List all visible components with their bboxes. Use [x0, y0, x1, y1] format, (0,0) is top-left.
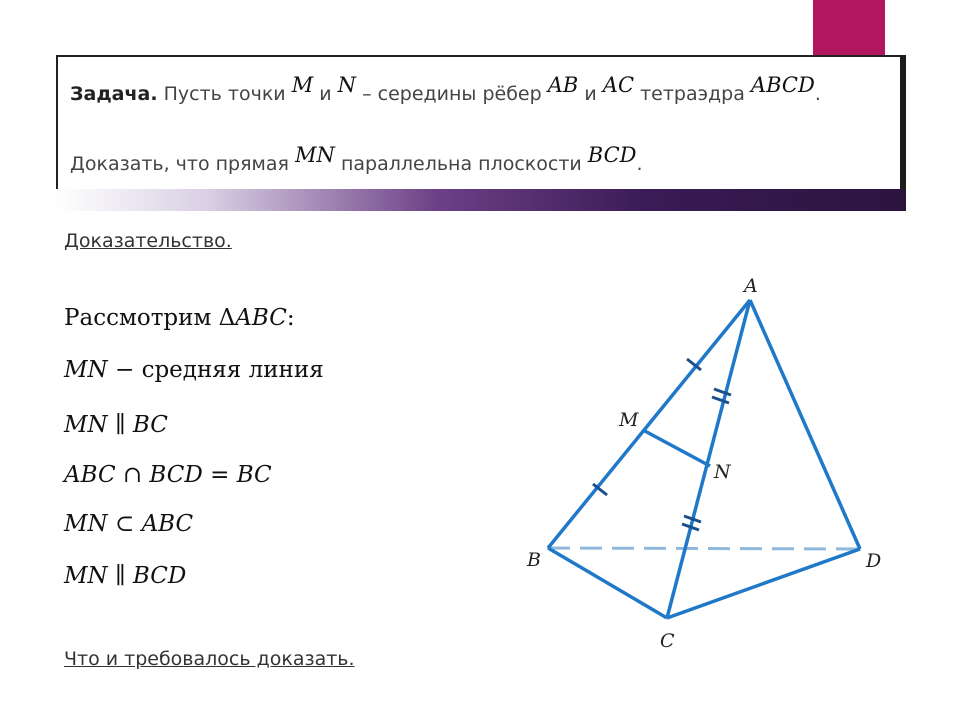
vertex-label-a: A: [744, 275, 758, 297]
vertex-label-d: D: [866, 550, 882, 572]
task-text: – середины рёбер: [362, 83, 542, 105]
midline-mn: [643, 430, 710, 466]
edge-ab: AB: [547, 73, 579, 97]
midline-mn: MN: [64, 357, 108, 383]
step-text: Рассмотрим Δ: [64, 305, 236, 331]
task-line-1: [70, 73, 821, 105]
proof-step-1: [64, 305, 295, 331]
task-text: .: [636, 153, 643, 175]
point-n: N: [337, 73, 357, 97]
line-mn: MN: [295, 143, 335, 167]
edge-ab: [548, 300, 750, 548]
proof-heading: Доказательство.: [64, 230, 232, 252]
proof-conclusion: Что и требовалось доказать.: [64, 648, 355, 670]
task-text: и: [584, 83, 597, 105]
proof-step-5: MN ⊂ ABC: [64, 511, 194, 537]
proof-step-4: ABC ∩ BCD = BC: [64, 462, 272, 488]
vertex-label-c: C: [660, 630, 675, 652]
step-text: − средняя линия: [107, 357, 324, 383]
task-text: параллельна плоскости: [340, 153, 582, 175]
accent-tab: [813, 0, 885, 56]
tetrahedron-abcd: ABCD: [750, 73, 815, 97]
task-box: [56, 55, 904, 189]
tetrahedron-figure: [500, 260, 900, 660]
task-text: и: [319, 83, 332, 105]
plane-bcd: BCD: [587, 143, 637, 167]
vertex-label-b: B: [527, 549, 541, 571]
task-text: тетраэдра: [640, 83, 745, 105]
task-text: .: [814, 83, 821, 105]
triangle-abc: ABC: [235, 305, 287, 331]
proof-step-3: MN ∥ BC: [64, 412, 168, 438]
decor-edge: [900, 55, 906, 195]
edge-ad: [750, 300, 860, 549]
edge-ac: AC: [602, 73, 635, 97]
point-label-m: M: [619, 409, 639, 431]
task-line-2: [70, 143, 643, 175]
tick-an-2: [712, 397, 729, 403]
proof-step-6: MN ∥ BCD: [64, 563, 187, 589]
edge-ac: [667, 300, 750, 618]
edge-bc: [548, 548, 667, 618]
task-text: Пусть точки: [163, 83, 286, 105]
step-text: :: [286, 305, 295, 331]
point-label-n: N: [714, 461, 731, 483]
proof-step-2: [64, 357, 324, 383]
gradient-band: [56, 189, 906, 211]
point-m: M: [291, 73, 314, 97]
tick-an-1: [714, 389, 731, 395]
task-text: Доказать, что прямая: [70, 153, 289, 175]
task-label: Задача.: [70, 83, 158, 105]
edge-bd-hidden: [548, 548, 860, 549]
edge-cd: [667, 549, 860, 618]
